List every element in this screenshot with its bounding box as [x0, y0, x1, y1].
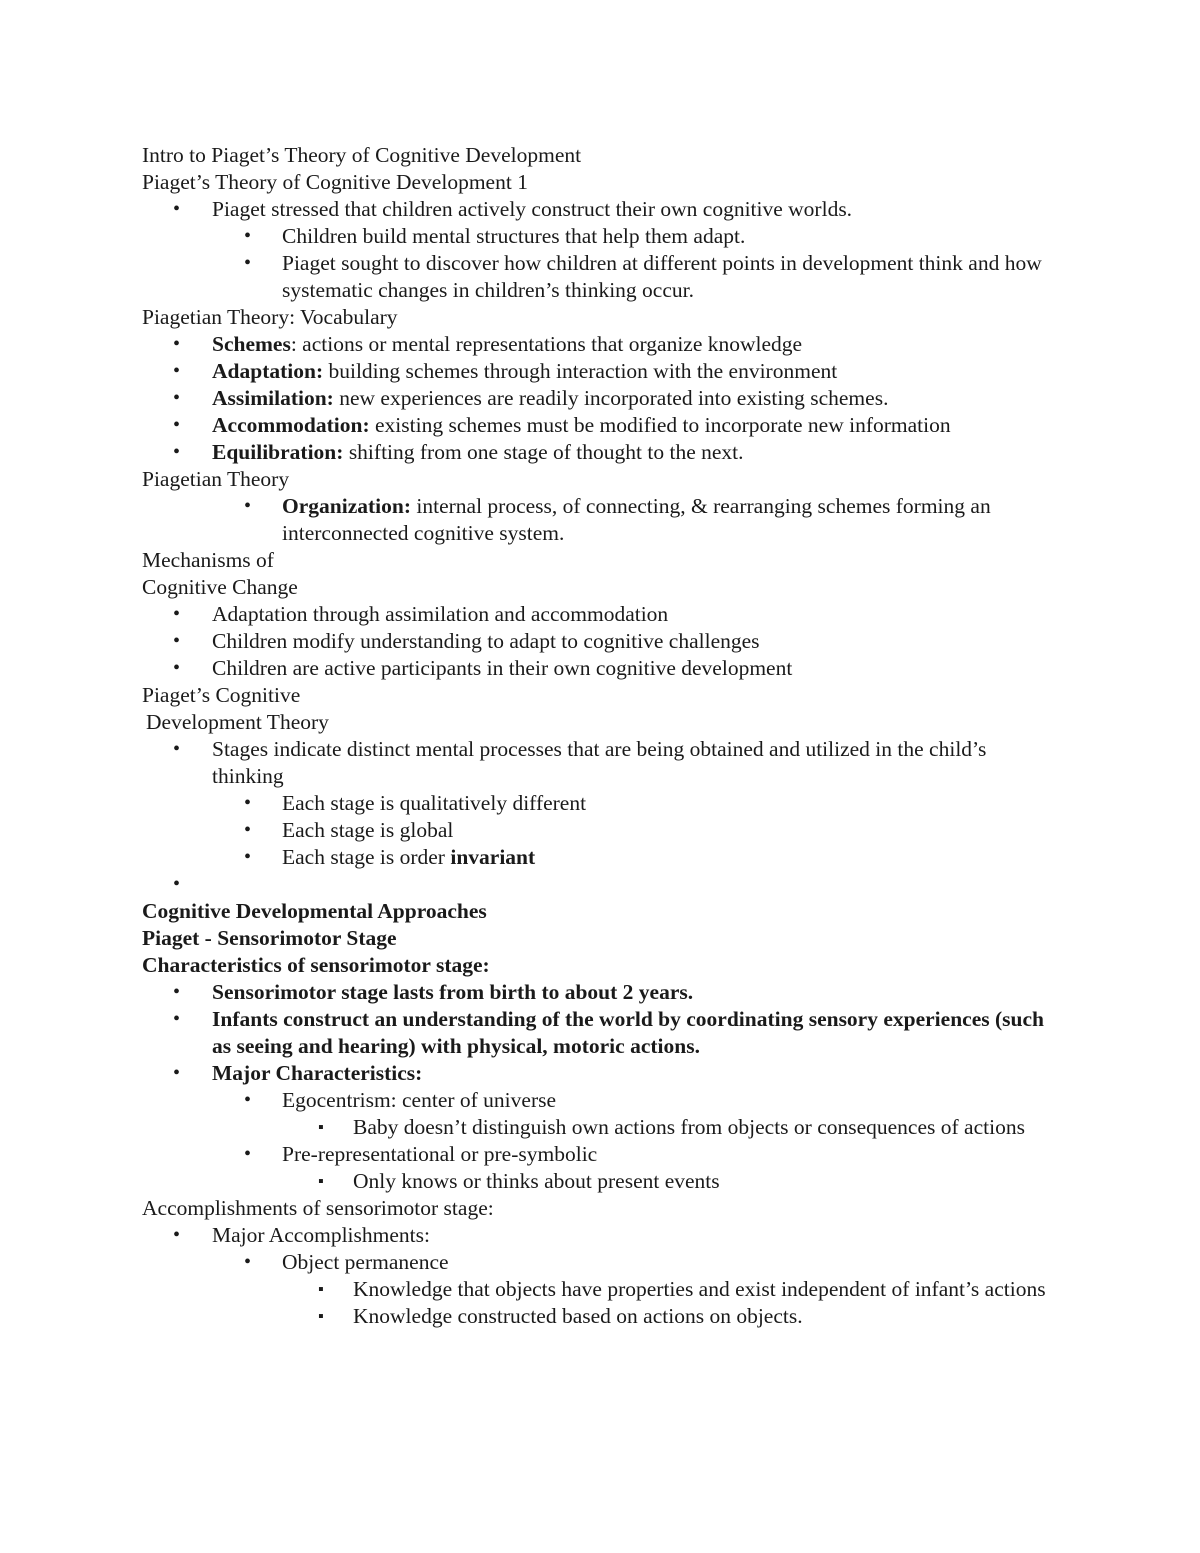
section-heading: Piaget - Sensorimotor Stage	[142, 926, 397, 950]
term-label: Assimilation:	[212, 386, 334, 410]
list-item-text: internal process, of connecting, & rearranging schemes forming an interconnected cognitive system.	[282, 494, 991, 545]
text-line: Mechanisms of	[142, 548, 274, 572]
list-item	[142, 1087, 1062, 1114]
text-line: Accomplishments of sensorimotor stage:	[142, 1196, 494, 1220]
list-item-text: Knowledge that objects have properties and exist independent of infant’s actions	[353, 1277, 1046, 1301]
list-item-text: Pre-representational or pre-symbolic	[282, 1142, 598, 1166]
list-item-text: Each stage is order	[282, 845, 451, 869]
list-item	[142, 736, 1062, 790]
section-heading: Cognitive Developmental Approaches	[142, 899, 487, 923]
bullet-icon: •	[244, 1089, 252, 1111]
list-item	[142, 1006, 1062, 1060]
bullet-icon: •	[173, 360, 181, 382]
list-item-text: Egocentrism: center of universe	[282, 1088, 557, 1112]
bullet-icon: •	[244, 846, 252, 868]
bullet-icon: •	[173, 414, 181, 436]
list-item	[142, 493, 1062, 547]
square-bullet-icon: ▪	[318, 1119, 324, 1136]
document-body	[142, 142, 1062, 1330]
list-item	[142, 1303, 1062, 1330]
bullet-icon: •	[173, 441, 181, 463]
list-item	[142, 1222, 1062, 1249]
list-item	[142, 223, 1062, 250]
list-item	[142, 817, 1062, 844]
text-line: Piagetian Theory: Vocabulary	[142, 305, 398, 329]
bullet-icon: •	[244, 225, 252, 247]
list-item	[142, 412, 1062, 439]
bullet-icon: •	[173, 1224, 181, 1246]
list-item	[142, 1060, 1062, 1087]
list-item	[142, 439, 1062, 466]
list-item	[142, 655, 1062, 682]
list-item	[142, 358, 1062, 385]
square-bullet-icon: ▪	[318, 1308, 324, 1325]
list-item-text: Piaget stressed that children actively construct their own cognitive worlds.	[212, 197, 853, 221]
list-item-text: Adaptation through assimilation and accommodation	[212, 602, 669, 626]
list-item-text: Object permanence	[282, 1250, 449, 1274]
bullet-icon: •	[244, 792, 252, 814]
term-label: Schemes	[212, 332, 291, 356]
bullet-icon: •	[173, 603, 181, 625]
list-item-text: : actions or mental representations that organize knowledge	[290, 332, 803, 356]
list-item	[142, 250, 1062, 304]
bullet-icon: •	[173, 1062, 181, 1084]
list-item-text: Baby doesn’t distinguish own actions from objects or consequences of actions	[353, 1115, 1025, 1139]
bullet-icon: •	[244, 252, 252, 274]
text-line: Development Theory	[146, 710, 329, 734]
list-item-text: Infants construct an understanding of the world by coordinating sensory experiences (such as seeing and hearing) with physical, motoric actions.	[212, 1007, 1044, 1058]
list-item-text: Stages indicate distinct mental processes that are being obtained and utilized in the child’s thinking	[212, 737, 987, 788]
bullet-icon: •	[173, 873, 181, 895]
list-item	[142, 331, 1062, 358]
term-label: Equilibration:	[212, 440, 344, 464]
list-item-text: new experiences are readily incorporated into existing schemes.	[333, 386, 889, 410]
bullet-icon: •	[173, 387, 181, 409]
list-item	[142, 196, 1062, 223]
list-item	[142, 979, 1062, 1006]
list-item-text: shifting from one stage of thought to the next.	[343, 440, 744, 464]
bullet-icon: •	[173, 981, 181, 1003]
square-bullet-icon: ▪	[318, 1173, 324, 1190]
list-item	[142, 1168, 1062, 1195]
text-line: Intro to Piaget’s Theory of Cognitive Development	[142, 143, 582, 167]
list-item	[142, 844, 1062, 871]
text-line: Piagetian Theory	[142, 467, 290, 491]
bullet-icon: •	[173, 738, 181, 760]
list-item-text: Major Accomplishments:	[212, 1223, 430, 1247]
text-line: Piaget’s Theory of Cognitive Development 1	[142, 170, 528, 194]
bullet-icon: •	[244, 495, 252, 517]
term-label: Accommodation:	[212, 413, 370, 437]
bullet-icon: •	[173, 198, 181, 220]
list-item	[142, 1276, 1062, 1303]
square-bullet-icon: ▪	[318, 1281, 324, 1298]
list-item	[142, 871, 1062, 898]
bullet-icon: •	[173, 1008, 181, 1030]
list-item	[142, 1249, 1062, 1276]
list-item-text: Children are active participants in their own cognitive development	[212, 656, 793, 680]
section-heading: Characteristics of sensorimotor stage:	[142, 953, 490, 977]
list-item-text: Knowledge constructed based on actions on objects.	[353, 1304, 803, 1328]
bullet-icon: •	[244, 1143, 252, 1165]
term-label: Organization:	[282, 494, 411, 518]
bullet-icon: •	[173, 630, 181, 652]
bullet-icon: •	[173, 333, 181, 355]
list-item	[142, 385, 1062, 412]
list-item-text: Children build mental structures that help them adapt.	[282, 224, 746, 248]
list-item	[142, 790, 1062, 817]
list-item-text: Major Characteristics:	[212, 1061, 423, 1085]
list-item-text: Only knows or thinks about present events	[353, 1169, 720, 1193]
list-item-text: Each stage is qualitatively different	[282, 791, 587, 815]
text-line: Cognitive Change	[142, 575, 298, 599]
list-item-text: Sensorimotor stage lasts from birth to about 2 years.	[212, 980, 694, 1004]
list-item	[142, 1141, 1062, 1168]
list-item	[142, 1114, 1062, 1141]
list-item-text: Each stage is global	[282, 818, 454, 842]
list-item-text: Piaget sought to discover how children at different points in development think and how systematic changes in children’s thinking occur.	[282, 251, 1042, 302]
bullet-icon: •	[173, 657, 181, 679]
list-item	[142, 628, 1062, 655]
list-item-text: building schemes through interaction with the environment	[323, 359, 838, 383]
bullet-icon: •	[244, 1251, 252, 1273]
list-item	[142, 601, 1062, 628]
list-item-text: existing schemes must be modified to incorporate new information	[369, 413, 951, 437]
text-line: Piaget’s Cognitive	[142, 683, 301, 707]
bullet-icon: •	[244, 819, 252, 841]
term-label: Adaptation:	[212, 359, 324, 383]
list-item-text: Children modify understanding to adapt to cognitive challenges	[212, 629, 760, 653]
emphasis-text: invariant	[450, 845, 536, 869]
